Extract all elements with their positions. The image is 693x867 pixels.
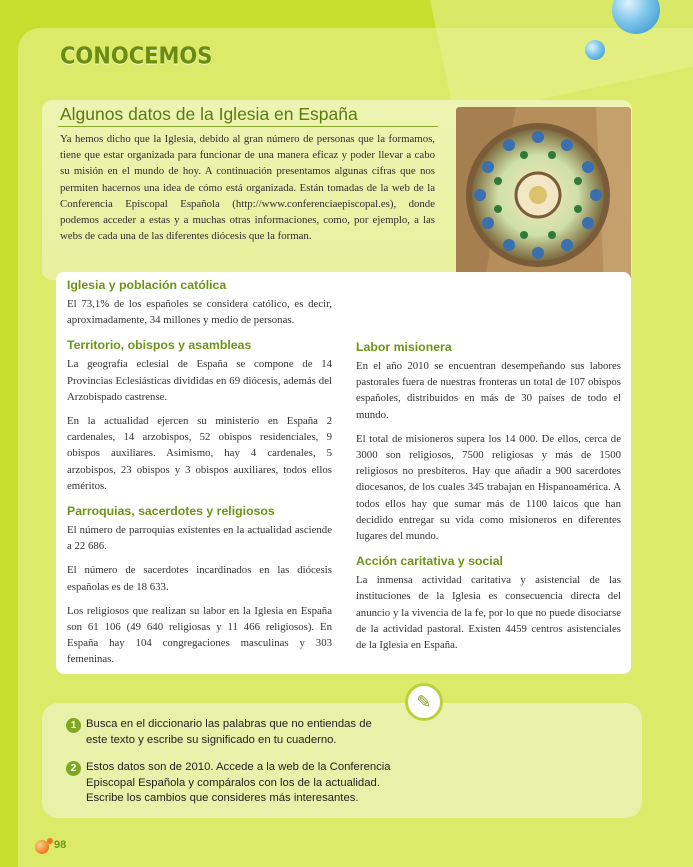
- paragraph: La geografía eclesial de España se compone de 14 Provincias Eclesiásticas divididas en 69 diócesis, además del Arzobispado castrense.: [67, 358, 332, 403]
- section-heading: Territorio, obispos y asambleas: [67, 338, 252, 353]
- activity-number-badge: 2: [66, 761, 81, 776]
- section-tag: CONOCEMOS: [60, 43, 213, 69]
- intro-title: Algunos datos de la Iglesia en España: [60, 104, 358, 124]
- pencil-icon: ✎: [405, 683, 443, 721]
- paragraph: En la actualidad ejercen su ministerio en España 2 cardenales, 14 arzobispos, 52 obispos residenciales, 9 obispos auxiliares. Asimismo, hay 4 cardenales, 5 arzobispos, 23 obispos y 3 obispos auxiliares, todos ellos eméritos.: [67, 415, 332, 492]
- activity-item: [66, 717, 396, 748]
- section-heading: Acción caritativa y social: [356, 554, 503, 569]
- title-underline: [58, 126, 438, 127]
- page-marker-small-icon: [47, 838, 53, 844]
- paragraph: El número de parroquias existentes en la actualidad asciende a 22 686.: [67, 524, 332, 553]
- left-column: [67, 278, 332, 676]
- page-number: 98: [54, 839, 67, 851]
- section-heading: Iglesia y población católica: [67, 278, 227, 292]
- paragraph: En el año 2010 se encuentran desempeñando sus labores pastorales fuera de nuestras fronteras un total de 107 obispos españoles, distribuidos en más de 30 países de todo el mundo.: [356, 360, 621, 421]
- paragraph: El número de sacerdotes incardinados en las diócesis españolas es de 18 633.: [67, 564, 332, 593]
- paragraph: El 73,1% de los españoles se considera católico, es decir, aproximadamente, 34 millones y medio de personas.: [67, 298, 332, 327]
- decorative-bubble-small-icon: [585, 40, 605, 60]
- activity-text: Busca en el diccionario las palabras que no entiendas de este texto y escribe su significado en tu cuaderno.: [86, 718, 372, 746]
- section-heading: Parroquias, sacerdotes y religiosos: [67, 504, 275, 519]
- right-column: [356, 340, 621, 661]
- paragraph: Los religiosos que realizan su labor en la Iglesia en España son 61 106 (49 640 religiosas y 11 466 religiosos). En España hay 104 congregaciones masculinas y 303 femeninas.: [67, 604, 332, 666]
- intro-paragraph: Ya hemos dicho que la Iglesia, debido al gran número de personas que la formamos, tiene que estar organizada para funcionar de una manera eficaz y poder llevar a cabo su misión en el mundo de hoy. A continuación presentamos algunas cifras que nos permiten hacernos una idea de cómo está organizada. Están tomadas de la web de la Conferencia Episcopal Española (http://www.conferenciaepiscopal.es), donde podemos acceder a estas y a muchas otras informaciones, como, por ejemplo, a las webs de cada una de las diferentes diócesis que la forman.: [60, 133, 435, 243]
- activity-item: [66, 760, 396, 807]
- activity-text: Estos datos son de 2010. Accede a la web de la Conferencia Episcopal Española y compáralos con los de la actualidad. Escribe los cambios que consideres más interesantes.: [86, 761, 391, 804]
- paragraph: La inmensa actividad caritativa y asistencial de las instituciones de la Iglesia es consecuencia directa del anuncio y la vivencia de la fe, por lo que no puede disociarse de la actividad pastoral. Existen 4459 centros asistenciales de la Iglesia en España.: [356, 574, 621, 652]
- activity-number-badge: 1: [66, 718, 81, 733]
- section-heading: Labor misionera: [356, 340, 452, 354]
- paragraph: El total de misioneros supera los 14 000. De ellos, cerca de 3000 son religiosos, 7500 religiosas y más de 1500 religiosos no presbíteros. Hay que añadir a 900 sacerdotes diocesanos, de los cuales 345 trabajan en Hispanoamérica. A todos ellos hay que sumar más de 1100 laicos que han decidido entregar su vida como misioneros en diferentes lugares del mundo.: [356, 432, 621, 543]
